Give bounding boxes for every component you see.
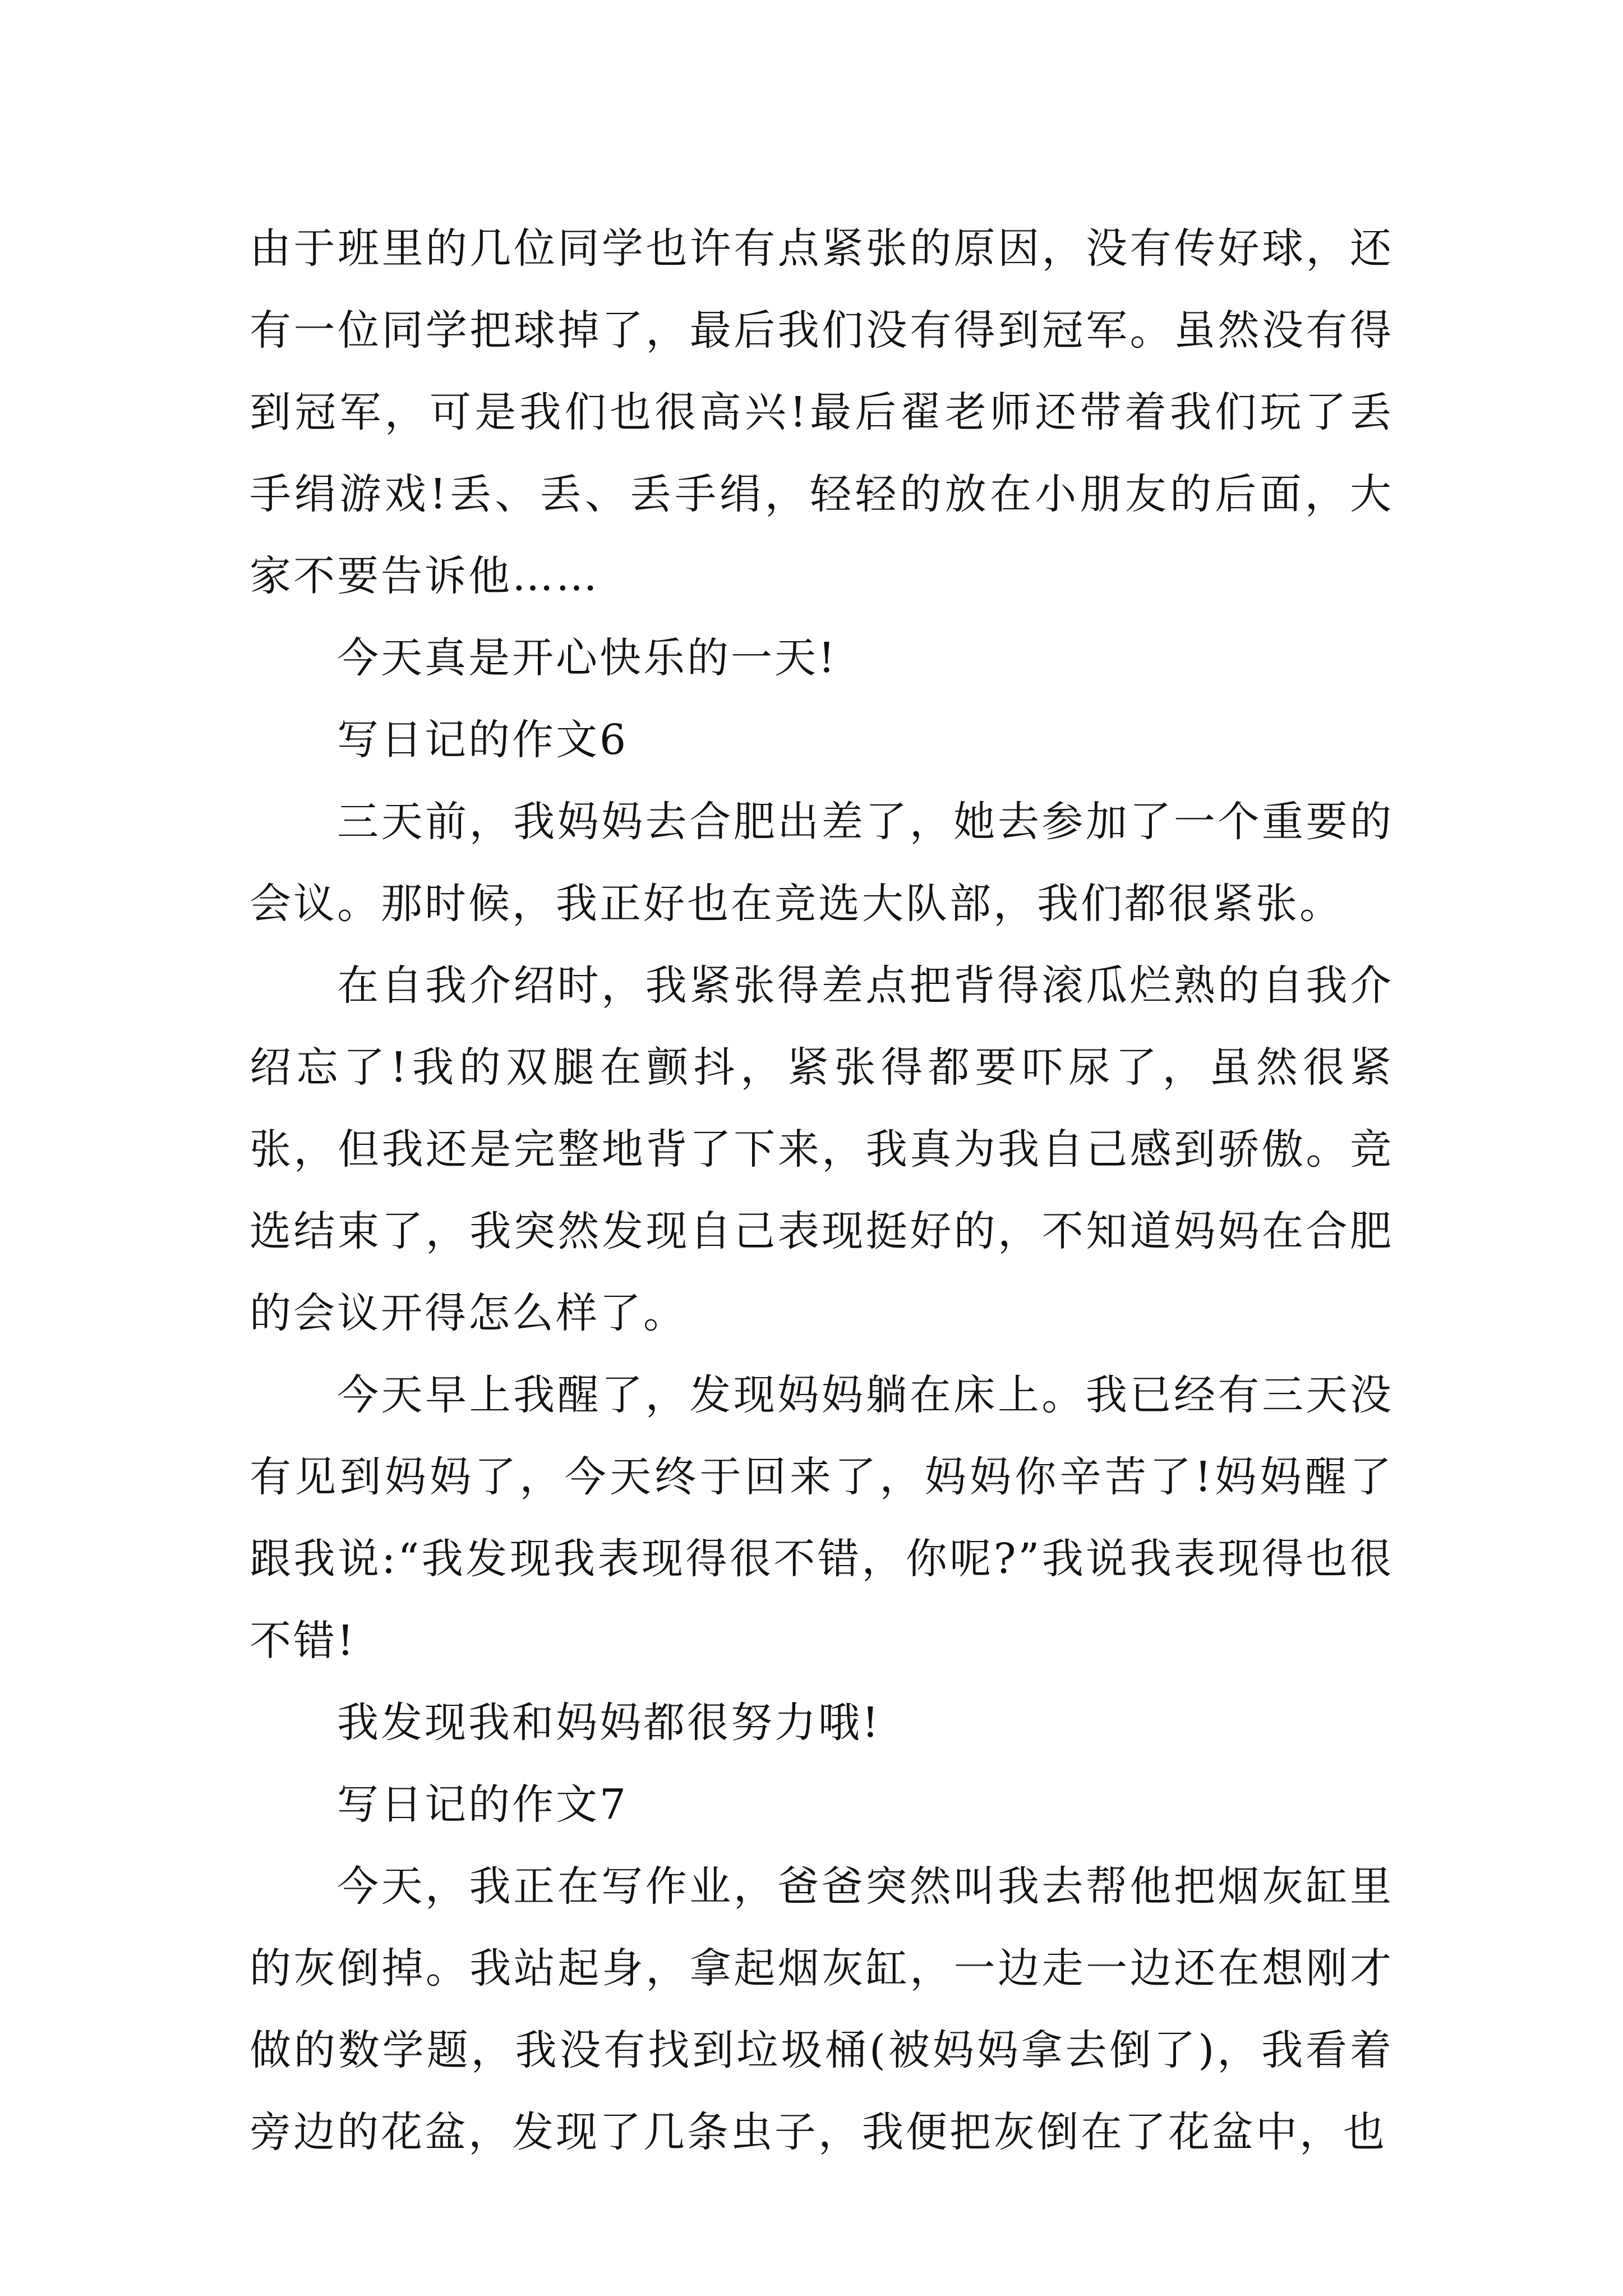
essay-heading-6: 写日记的作文6 [337,716,629,764]
paragraph-happy-day: 今天真是开心快乐的一天! [337,634,837,682]
essay-heading-7: 写日记的作文7 [337,1780,629,1829]
paragraph-continuation: 由于班里的几位同学也许有点紧张的原因，没有传好球，还有一位同学把球掉了，最后我们没有得到冠军。虽然没有得到冠军，可是我们也很高兴!最后翟老师还带着我们玩了丢手绢游戏!丢、丢、丢手绢，轻轻的放在小朋友的后面，大家不要告诉他…… [250,224,1394,600]
body-text [250,208,1394,2173]
paragraph-ashtray: 今天，我正在写作业，爸爸突然叫我去帮他把烟灰缸里的灰倒掉。我站起身，拿起烟灰缸，一边走一边还在想刚才做的数学题，我没有找到垃圾桶(被妈妈拿去倒了)，我看着旁边的花盆，发现了几条虫子，我便把灰倒在了花盆中，也 [250,1862,1394,2156]
paragraph-self-introduction: 在自我介绍时，我紧张得差点把背得滚瓜烂熟的自我介绍忘了!我的双腿在颤抖，紧张得都要吓尿了，虽然很紧张，但我还是完整地背了下来，我真为我自己感到骄傲。竞选结束了，我突然发现自己表现挺好的，不知道妈妈在合肥的会议开得怎么样了。 [250,961,1394,1337]
paragraph-mother-trip: 三天前，我妈妈去合肥出差了，她去参加了一个重要的会议。那时候，我正好也在竞选大队部，我们都很紧张。 [250,798,1394,928]
paragraph-mother-returns: 今天早上我醒了，发现妈妈躺在床上。我已经有三天没有见到妈妈了，今天终于回来了，妈妈你辛苦了!妈妈醒了跟我说:“我发现我表现得很不错，你呢?”我说我表现得也很不错! [250,1371,1394,1665]
paragraph-effort: 我发现我和妈妈都很努力哦! [337,1699,881,1747]
